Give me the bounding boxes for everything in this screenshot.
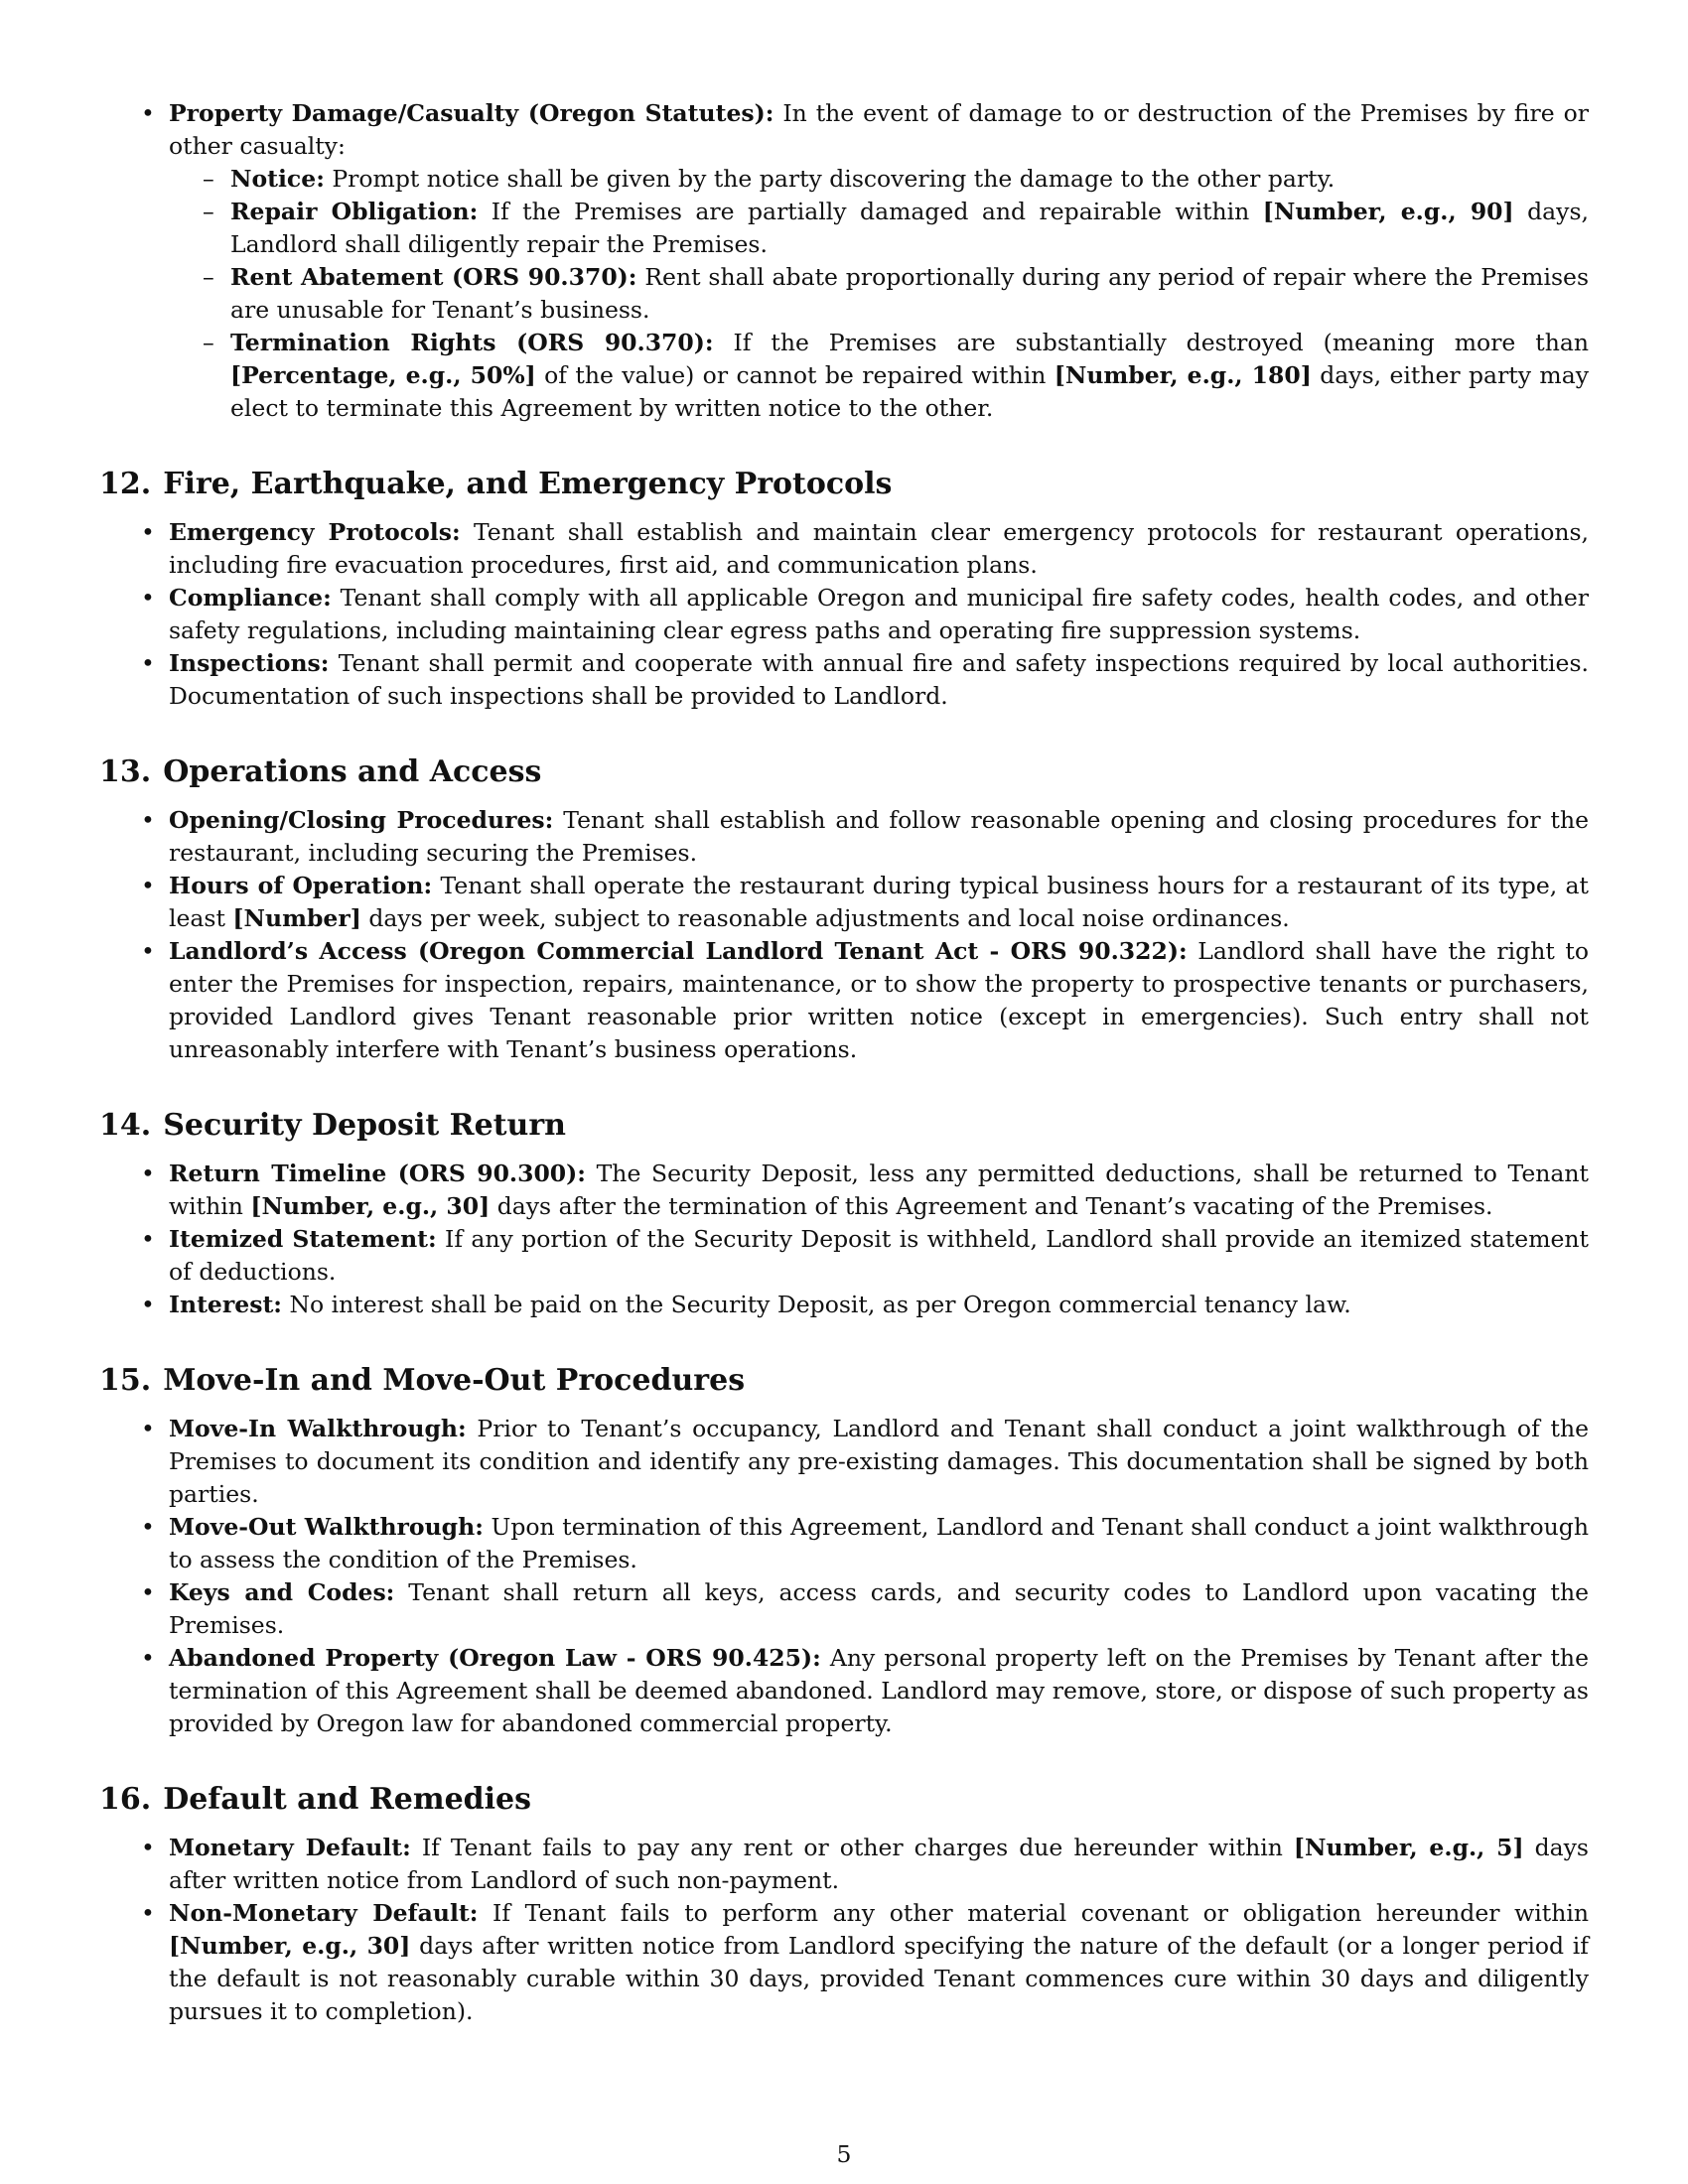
list-item	[169, 1289, 1589, 1321]
list-item-property-damage	[169, 97, 1589, 425]
list-item	[169, 1897, 1589, 2028]
item-text: Tenant shall establish and maintain clear emergency protocols for restaurant operations, including fire evacuation procedures, first aid, and communication plans.	[169, 518, 1590, 579]
item-label: Hours of Operation:	[169, 872, 433, 899]
item-label: Opening/Closing Procedures:	[169, 806, 554, 834]
item-label: Emergency Protocols:	[169, 518, 461, 546]
section-12-list	[99, 516, 1589, 713]
section-title: Security Deposit Return	[163, 1108, 566, 1143]
list-item	[169, 516, 1589, 582]
section-number: 16.	[99, 1782, 152, 1817]
list-item	[169, 582, 1589, 647]
section-title: Fire, Earthquake, and Emergency Protocols	[163, 467, 893, 501]
list-item	[169, 1158, 1589, 1223]
section-title: Move-In and Move-Out Procedures	[163, 1363, 746, 1398]
placeholder-field: [Number, e.g., 5]	[1293, 1834, 1524, 1861]
document-body	[99, 97, 1589, 2028]
item-label: Compliance:	[169, 584, 332, 612]
placeholder-field: [Number, e.g., 180]	[1054, 361, 1312, 389]
item-text: days after written notice from Landlord specifying the nature of the default (or a longer period if the default is not reasonably curable within 30 days, provided Tenant commences cure within 30 days and diligently pursues it to completion).	[169, 1932, 1589, 2025]
list-item	[169, 935, 1589, 1066]
item-label: Property Damage/Casualty (Oregon Statutes):	[169, 99, 774, 127]
item-label: Move-Out Walkthrough:	[169, 1513, 484, 1541]
sub-item-label: Rent Abatement (ORS 90.370):	[230, 263, 637, 291]
list-item	[169, 870, 1589, 935]
section-heading-14	[99, 1108, 1589, 1144]
item-label: Monetary Default:	[169, 1834, 411, 1861]
item-text: Tenant shall operate the restaurant during typical business hours for a restaurant of its type, at least	[169, 872, 1589, 932]
section-number: 12.	[99, 467, 152, 501]
sub-item-label: Repair Obligation:	[230, 198, 479, 225]
section-number: 14.	[99, 1108, 152, 1143]
sub-item-termination-rights	[230, 327, 1589, 425]
item-text: No interest shall be paid on the Security Deposit, as per Oregon commercial tenancy law.	[281, 1291, 1351, 1318]
list-item	[169, 647, 1589, 713]
list-item	[169, 1511, 1589, 1576]
list-item	[169, 1642, 1589, 1740]
item-text: The Security Deposit, less any permitted deductions, shall be returned to Tenant within	[169, 1160, 1589, 1220]
item-text: Tenant shall permit and cooperate with annual fire and safety inspections required by local authorities. Documentation of such inspections shall be provided to Landlord.	[169, 649, 1589, 710]
sub-item-rent-abatement	[230, 261, 1589, 327]
list-item	[169, 1413, 1589, 1511]
placeholder-field: [Number, e.g., 90]	[1262, 198, 1514, 225]
section-title: Operations and Access	[163, 754, 542, 789]
item-label: Keys and Codes:	[169, 1578, 395, 1606]
section-number: 13.	[99, 754, 152, 789]
placeholder-field: [Percentage, e.g., 50%]	[230, 361, 536, 389]
list-item	[169, 1576, 1589, 1642]
placeholder-field: [Number]	[232, 904, 361, 932]
item-label: Abandoned Property (Oregon Law - ORS 90.425):	[169, 1644, 821, 1672]
item-text: In the event of damage to or destruction of the Premises by fire or other casualty:	[169, 99, 1589, 160]
list-item	[169, 1832, 1589, 1897]
sub-item-text: days, Landlord shall diligently repair the Premises.	[230, 198, 1589, 258]
item-text: Tenant shall comply with all applicable Oregon and municipal fire safety codes, health codes, and other safety regulations, including maintaining clear egress paths and operating fire suppression systems.	[169, 584, 1589, 644]
section-16-list	[99, 1832, 1589, 2028]
item-text: Tenant shall return all keys, access cards, and security codes to Landlord upon vacating the Premises.	[169, 1578, 1589, 1639]
item-label: Return Timeline (ORS 90.300):	[169, 1160, 586, 1187]
item-text: Upon termination of this Agreement, Landlord and Tenant shall conduct a joint walkthrough to assess the condition of the Premises.	[169, 1513, 1589, 1573]
item-text: If Tenant fails to pay any rent or other charges due hereunder within	[410, 1834, 1294, 1861]
item-text: days after written notice from Landlord of such non-payment.	[169, 1834, 1589, 1894]
placeholder-field: [Number, e.g., 30]	[169, 1932, 411, 1960]
sub-item-text: If the Premises are substantially destroyed (meaning more than	[713, 329, 1589, 356]
sub-item-text: Prompt notice shall be given by the party discovering the damage to the other party.	[324, 165, 1336, 193]
item-label: Landlord’s Access (Oregon Commercial Landlord Tenant Act - ORS 90.322):	[169, 937, 1188, 965]
item-text: Tenant shall establish and follow reasonable opening and closing procedures for the restaurant, including securing the Premises.	[169, 806, 1590, 867]
item-text: Landlord shall have the right to enter the Premises for inspection, repairs, maintenance, or to show the property to prospective tenants or purchasers, provided Landlord gives Tenant reasonable prior written notice (except in emergencies). Such entry shall not unreasonably interfere with Tenant’s business operations.	[169, 937, 1589, 1063]
item-label: Interest:	[169, 1291, 282, 1318]
casualty-list	[99, 97, 1589, 425]
sub-item-text: of the value) or cannot be repaired within	[535, 361, 1055, 389]
section-number: 15.	[99, 1363, 152, 1398]
sub-item-text: Rent shall abate proportionally during any period of repair where the Premises are unusable for Tenant’s business.	[230, 263, 1589, 324]
item-label: Move-In Walkthrough:	[169, 1415, 467, 1442]
casualty-sublist	[169, 163, 1589, 425]
sub-item-text: days, either party may elect to terminate this Agreement by written notice to the other.	[230, 361, 1589, 422]
sub-item-label: Notice:	[230, 165, 325, 193]
section-title: Default and Remedies	[163, 1782, 532, 1817]
item-label: Itemized Statement:	[169, 1225, 437, 1253]
section-15-list	[99, 1413, 1589, 1740]
list-item	[169, 1223, 1589, 1289]
sub-item-notice	[230, 163, 1589, 196]
item-text: Prior to Tenant’s occupancy, Landlord and Tenant shall conduct a joint walkthrough of the Premises to document its condition and identify any pre-existing damages. This documentation shall be signed by both parties.	[169, 1415, 1589, 1508]
page-number: 5	[836, 2140, 852, 2168]
item-text: days after the termination of this Agreement and Tenant’s vacating of the Premises.	[490, 1192, 1493, 1220]
list-item	[169, 804, 1589, 870]
item-text: If Tenant fails to perform any other material covenant or obligation hereunder within	[478, 1899, 1589, 1927]
sub-item-label: Termination Rights (ORS 90.370):	[230, 329, 714, 356]
section-heading-12	[99, 467, 1589, 502]
item-text: Any personal property left on the Premises by Tenant after the termination of this Agreement shall be deemed abandoned. Landlord may remove, store, or dispose of such property as provided by Oregon law for abandoned commercial property.	[169, 1644, 1589, 1737]
item-label: Inspections:	[169, 649, 330, 677]
sub-item-repair-obligation	[230, 196, 1589, 261]
item-text: If any portion of the Security Deposit is withheld, Landlord shall provide an itemized statement of deductions.	[169, 1225, 1589, 1286]
item-text: days per week, subject to reasonable adjustments and local noise ordinances.	[360, 904, 1290, 932]
section-heading-16	[99, 1782, 1589, 1818]
placeholder-field: [Number, e.g., 30]	[250, 1192, 491, 1220]
section-heading-15	[99, 1363, 1589, 1399]
section-heading-13	[99, 754, 1589, 790]
section-13-list	[99, 804, 1589, 1066]
section-14-list	[99, 1158, 1589, 1321]
item-label: Non-Monetary Default:	[169, 1899, 479, 1927]
sub-item-text: If the Premises are partially damaged and repairable within	[478, 198, 1263, 225]
